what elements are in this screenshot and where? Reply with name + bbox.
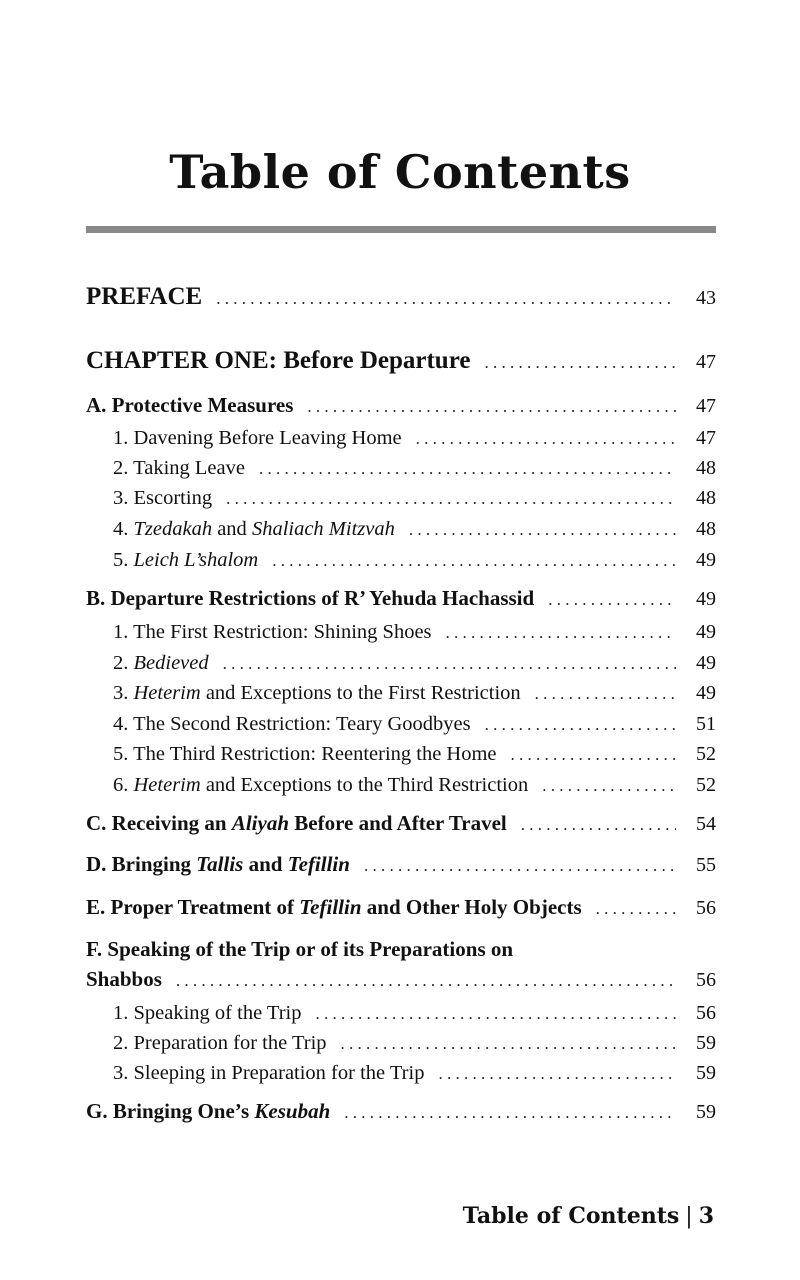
toc-entry-section-a[interactable] bbox=[86, 393, 716, 418]
dot-leader bbox=[226, 489, 676, 509]
entry-page: 51 bbox=[696, 713, 716, 735]
entry-label: 5. The Third Restriction: Reentering the Home bbox=[113, 743, 497, 765]
entry-text: E. Proper Treatment of bbox=[86, 895, 295, 919]
dot-leader bbox=[548, 590, 676, 610]
toc-entry-section-g[interactable] bbox=[86, 1099, 716, 1124]
toc-entry-section-e[interactable] bbox=[86, 895, 716, 920]
dot-leader bbox=[259, 459, 676, 479]
entry-page: 56 bbox=[696, 897, 716, 919]
toc-entry-section-f[interactable] bbox=[86, 967, 716, 992]
entry-page: 56 bbox=[696, 1002, 716, 1024]
entry-number: 4. bbox=[113, 518, 129, 540]
entry-page: 52 bbox=[696, 774, 716, 796]
dot-leader bbox=[438, 1064, 676, 1084]
toc-entry-chapter-one[interactable] bbox=[86, 347, 716, 375]
entry-page: 49 bbox=[696, 588, 716, 610]
entry-label bbox=[86, 895, 582, 920]
entry-page: 48 bbox=[696, 457, 716, 479]
entry-page: 49 bbox=[696, 652, 716, 674]
entry-label: A. Protective Measures bbox=[86, 393, 294, 417]
entry-label: 1. Speaking of the Trip bbox=[113, 1002, 302, 1024]
dot-leader bbox=[416, 429, 676, 449]
toc-entry-b4[interactable] bbox=[113, 713, 716, 736]
entry-italic: Kesubah bbox=[254, 1099, 331, 1123]
toc-entry-a1[interactable] bbox=[113, 427, 716, 450]
entry-page: 47 bbox=[696, 351, 716, 373]
entry-italic: Heterim bbox=[133, 682, 201, 704]
entry-label: 3. Escorting bbox=[113, 487, 213, 509]
entry-number: 5. bbox=[113, 549, 129, 571]
dot-leader bbox=[484, 353, 676, 373]
entry-page: 47 bbox=[696, 395, 716, 417]
dot-leader bbox=[272, 551, 676, 571]
entry-label: 4. The Second Restriction: Teary Goodbyes bbox=[113, 713, 471, 735]
entry-text: C. Receiving an bbox=[86, 811, 227, 835]
toc-entry-a4[interactable] bbox=[113, 518, 716, 541]
entry-label bbox=[113, 652, 209, 675]
toc-entry-a2[interactable] bbox=[113, 457, 716, 480]
entry-text: and Exceptions to the First Restriction bbox=[205, 682, 521, 704]
toc-entry-a3[interactable] bbox=[113, 487, 716, 510]
dot-leader bbox=[316, 1004, 677, 1024]
title-rule bbox=[86, 226, 716, 233]
entry-text: G. Bringing One’s bbox=[86, 1099, 250, 1123]
dot-leader bbox=[176, 971, 676, 991]
entry-italic: Tallis bbox=[196, 852, 244, 876]
running-footer bbox=[463, 1203, 714, 1229]
dot-leader bbox=[307, 397, 676, 417]
entry-label: Shabbos bbox=[86, 967, 162, 991]
entry-label: 3. Sleeping in Preparation for the Trip bbox=[113, 1062, 425, 1084]
toc-entry-section-f-line1[interactable]: F. Speaking of the Trip or of its Preparations on bbox=[86, 937, 514, 961]
entry-italic: Shaliach Mitzvah bbox=[251, 518, 395, 540]
entry-label bbox=[113, 774, 528, 797]
entry-page: 49 bbox=[696, 549, 716, 571]
entry-label bbox=[113, 682, 521, 705]
entry-text: and Exceptions to the Third Restriction bbox=[205, 774, 529, 796]
entry-page: 49 bbox=[696, 621, 716, 643]
dot-leader bbox=[344, 1103, 676, 1123]
entry-label bbox=[86, 1099, 330, 1124]
toc-entry-a5[interactable] bbox=[113, 549, 716, 572]
entry-page: 43 bbox=[696, 287, 716, 309]
entry-text: and bbox=[217, 518, 247, 540]
entry-page: 47 bbox=[696, 427, 716, 449]
entry-text: and bbox=[248, 852, 283, 876]
toc-entry-section-b[interactable] bbox=[86, 586, 716, 611]
entry-italic: Bedieved bbox=[133, 652, 209, 674]
entry-page: 54 bbox=[696, 813, 716, 835]
entry-italic: Aliyah bbox=[231, 811, 290, 835]
toc-entry-preface[interactable] bbox=[86, 283, 716, 311]
dot-leader bbox=[364, 856, 676, 876]
entry-number: 6. bbox=[113, 774, 129, 796]
dot-leader bbox=[409, 520, 676, 540]
toc-entry-b2[interactable] bbox=[113, 652, 716, 675]
entry-label: 1. The First Restriction: Shining Shoes bbox=[113, 621, 432, 643]
toc-entry-f1[interactable] bbox=[113, 1002, 716, 1025]
dot-leader bbox=[535, 684, 676, 704]
entry-page: 48 bbox=[696, 518, 716, 540]
entry-label: PREFACE bbox=[86, 283, 203, 310]
entry-text: D. Bringing bbox=[86, 852, 192, 876]
entry-italic: Tzedakah bbox=[133, 518, 213, 540]
footer-label: Table of Contents bbox=[462, 1203, 680, 1229]
entry-label bbox=[86, 852, 350, 877]
dot-leader bbox=[485, 715, 676, 735]
entry-label bbox=[86, 811, 507, 836]
entry-label: 1. Davening Before Leaving Home bbox=[113, 427, 402, 449]
entry-label: 2. Taking Leave bbox=[113, 457, 245, 479]
entry-label bbox=[113, 518, 395, 541]
toc-entry-b6[interactable] bbox=[113, 774, 716, 797]
toc-entry-b3[interactable] bbox=[113, 682, 716, 705]
dot-leader bbox=[542, 776, 676, 796]
page-title: Table of Contents bbox=[169, 145, 631, 199]
toc-entry-b5[interactable] bbox=[113, 743, 716, 766]
dot-leader bbox=[446, 623, 676, 643]
entry-label: 2. Preparation for the Trip bbox=[113, 1032, 327, 1054]
dot-leader bbox=[341, 1034, 676, 1054]
toc-entry-section-c[interactable] bbox=[86, 811, 716, 836]
entry-text: Before and After Travel bbox=[294, 811, 507, 835]
footer-page-number: 3 bbox=[698, 1203, 714, 1229]
entry-page: 49 bbox=[696, 682, 716, 704]
footer-separator: | bbox=[685, 1204, 693, 1229]
entry-page: 55 bbox=[696, 854, 716, 876]
entry-italic: Heterim bbox=[133, 774, 201, 796]
entry-page: 59 bbox=[696, 1101, 716, 1123]
dot-leader bbox=[596, 899, 676, 919]
toc-entry-f3[interactable] bbox=[113, 1062, 716, 1085]
dot-leader bbox=[511, 745, 676, 765]
entry-number: 2. bbox=[113, 652, 129, 674]
dot-leader bbox=[521, 815, 676, 835]
entry-italic: Tefillin bbox=[287, 852, 350, 876]
toc-entry-b1[interactable] bbox=[113, 621, 716, 644]
dot-leader bbox=[223, 654, 676, 674]
entry-italic: Tefillin bbox=[299, 895, 362, 919]
toc-entry-section-d[interactable] bbox=[86, 852, 716, 877]
entry-page: 59 bbox=[696, 1062, 716, 1084]
entry-page: 56 bbox=[696, 969, 716, 991]
entry-page: 52 bbox=[696, 743, 716, 765]
entry-label: B. Departure Restrictions of R’ Yehuda Hachassid bbox=[86, 586, 535, 610]
entry-italic: Leich L’shalom bbox=[133, 549, 259, 571]
entry-label: CHAPTER ONE: Before Departure bbox=[86, 347, 471, 374]
entry-number: 3. bbox=[113, 682, 129, 704]
entry-page: 59 bbox=[696, 1032, 716, 1054]
entry-text: and Other Holy Objects bbox=[366, 895, 582, 919]
entry-page: 48 bbox=[696, 487, 716, 509]
toc-entry-f2[interactable] bbox=[113, 1032, 716, 1055]
dot-leader bbox=[216, 289, 676, 309]
entry-label bbox=[113, 549, 258, 572]
